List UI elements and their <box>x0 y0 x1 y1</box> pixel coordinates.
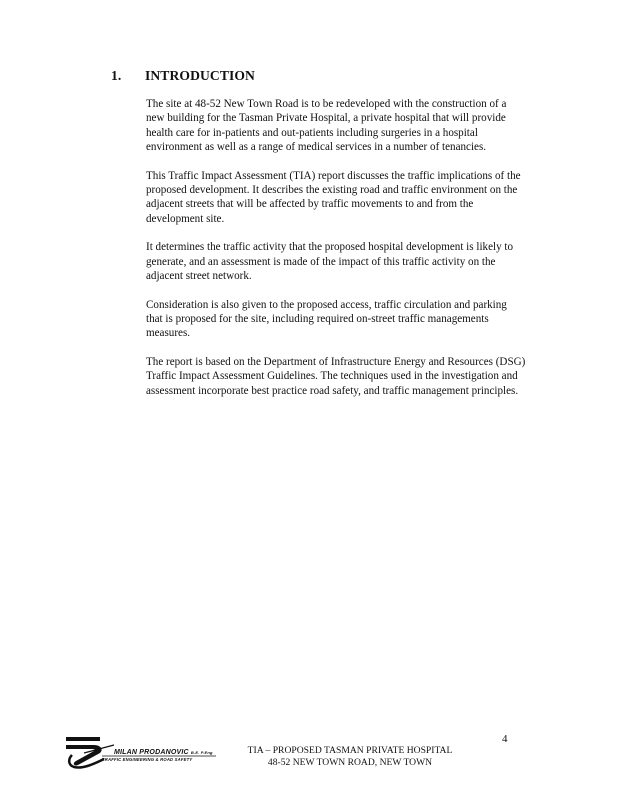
company-logo <box>64 735 224 773</box>
footer-line-2: 48-52 NEW TOWN ROAD, NEW TOWN <box>267 756 433 768</box>
body-text <box>146 97 526 413</box>
paragraph-4: Consideration is also given to the proposed access, traffic circulation and parking that is proposed for the site, including required on-street traffic managements measures. <box>146 298 507 340</box>
section-title: INTRODUCTION <box>145 68 255 83</box>
page-footer <box>230 745 470 768</box>
page-number: 4 <box>502 733 508 745</box>
logo-subtitle: TRAFFIC ENGINEERING & ROAD SAFETY <box>102 757 193 762</box>
footer-line-1: TIA – PROPOSED TASMAN PRIVATE HOSPITAL <box>247 745 453 756</box>
logo-name-suffix: B.E. P.Eng <box>190 750 213 755</box>
section-heading <box>111 68 255 84</box>
logo-name: MILAN PRODANOVIC B.E. P.Eng <box>114 749 213 756</box>
paragraph-1: The site at 48-52 New Town Road is to be redeveloped with the construction of a new building for the Tasman Private Hospital, a private hospital that will provide health care for in-patients and out-patients including surgeries in a hospital environment as well as a range of medical services in a number of tenancies. <box>146 98 507 153</box>
paragraph-5: The report is based on the Department of Infrastructure Energy and Resources (DSG) Traffic Impact Assessment Guidelines. The techniques used in the investigation and assessment incorporate best practice road safety, and traffic management principles. <box>146 356 526 397</box>
section-number: 1. <box>111 68 122 83</box>
paragraph-2: This Traffic Impact Assessment (TIA) report discusses the traffic implications of the proposed development. It describes the existing road and traffic environment on the adjacent streets that will be affected by traffic movements to and from the development site. <box>146 169 521 225</box>
paragraph-3: It determines the traffic activity that the proposed hospital development is likely to generate, and an assessment is made of the impact of this traffic activity on the adjacent street network. <box>146 241 514 282</box>
